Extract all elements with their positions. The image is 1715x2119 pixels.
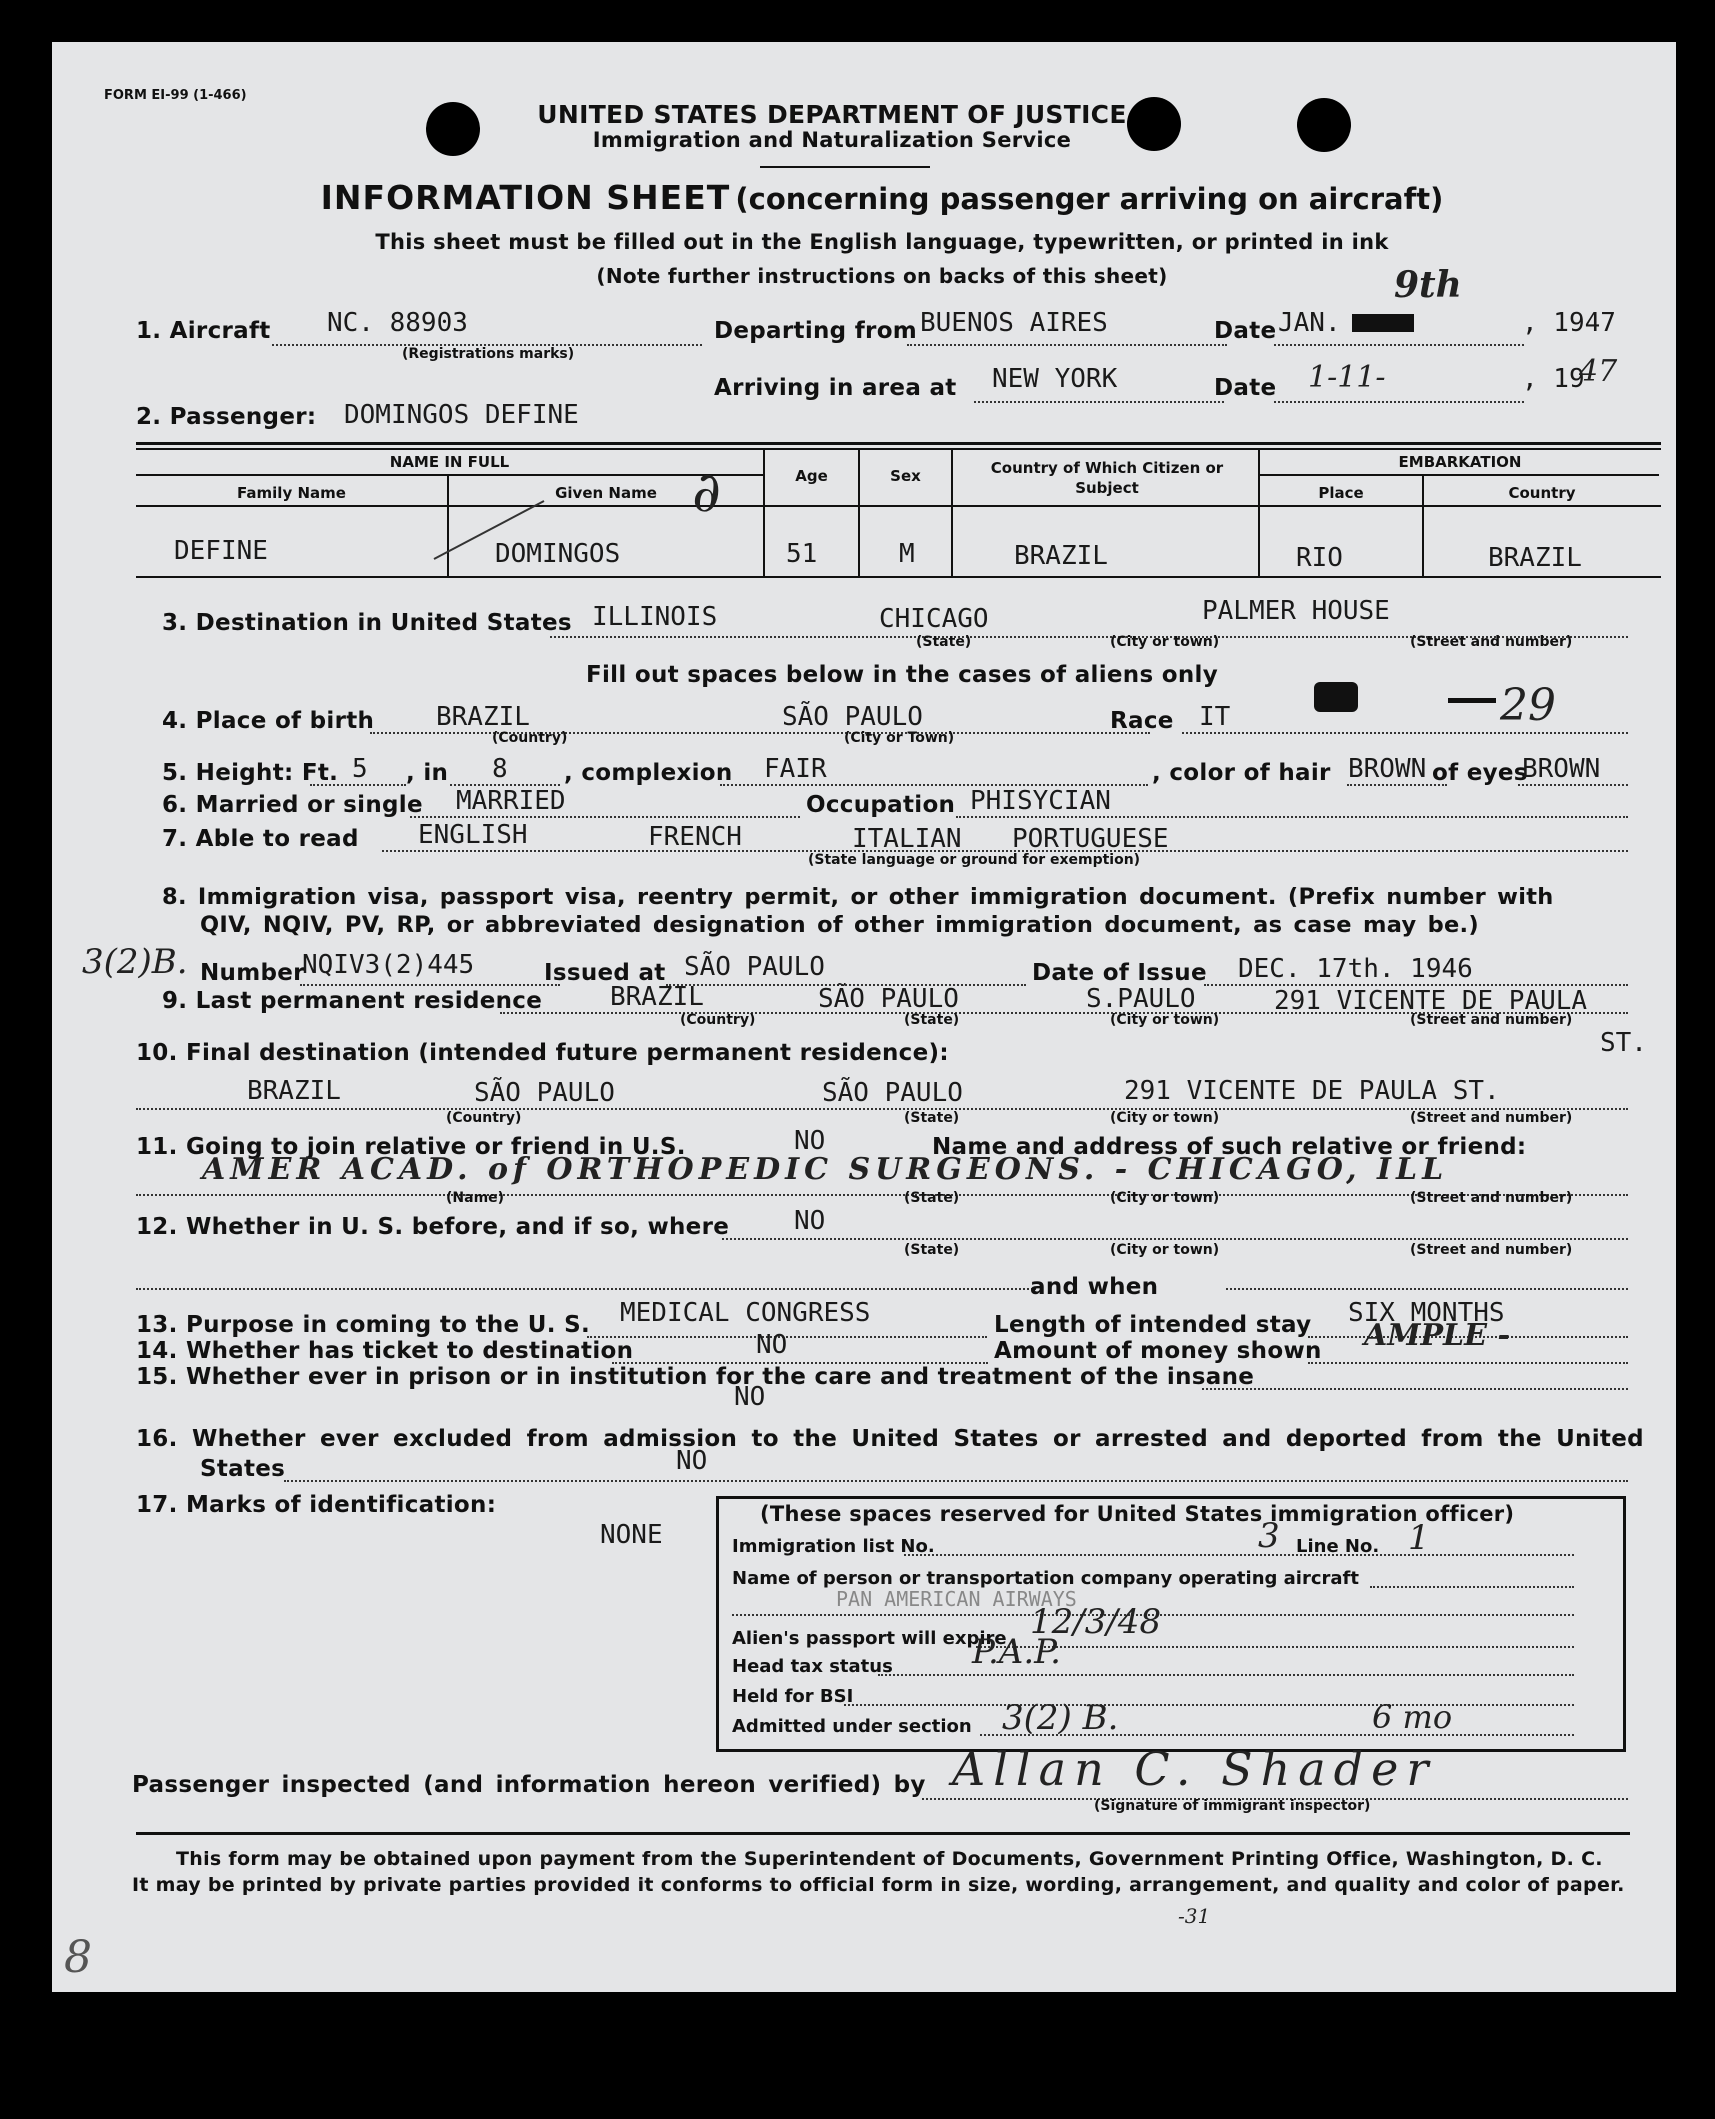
height-inches: 8 [492,754,508,784]
passenger-label: 2. Passenger: [136,404,317,430]
prison-value: NO [734,1382,766,1412]
arriving-line [974,401,1224,403]
occupation-line [956,816,1628,818]
occupation-label: Occupation [806,792,956,818]
punch-hole-right [1297,98,1351,152]
occupation-value: PHISYCIAN [970,786,1111,816]
instruction-english: This sheet must be filled out in the English language, typewritten, or printed in ink [375,230,1389,254]
eyes-value: BROWN [1522,754,1601,784]
head-tax-label: Head tax status [732,1656,893,1677]
birthplace-line [370,732,1150,734]
final-city-caption: (City or town) [1110,1110,1220,1126]
departing-date-line [1274,344,1524,346]
residence-label: 9. Last permanent residence [162,988,543,1014]
visa-number-line [300,984,560,986]
arriving-date-label: Date [1214,375,1277,401]
departing-date-redacted [1352,314,1414,332]
department-title: UNITED STATES DEPARTMENT OF JUSTICE [537,100,1127,129]
name-subheader-rule [136,474,763,476]
visa-number-label: Number [200,960,305,986]
destination-label: 3. Destination in United States [162,610,572,636]
ticket-value: NO [756,1330,788,1360]
excluded-line [284,1480,1628,1482]
sex-header: Sex [890,467,921,485]
residence-city-caption: (City or town) [1110,1012,1220,1028]
footer-rule [136,1832,1630,1835]
form-number: FORM EI-99 (1-466) [104,88,247,103]
residence-country-caption: (Country) [680,1012,756,1028]
given-name-header: Given Name [555,484,657,502]
relative-name-caption: (Name) [446,1190,505,1206]
destination-street: PALMER HOUSE [1202,596,1390,626]
row-family-name: DEFINE [174,536,268,566]
destination-state: ILLINOIS [592,602,718,632]
signature-caption: (Signature of immigrant inspector) [1094,1798,1371,1814]
marital-line [410,816,800,818]
embark-subheader-rule [1259,474,1659,476]
inspected-label: Passenger inspected (and information hereon verified) by [132,1772,926,1798]
table-header-rule [136,505,1661,507]
previous-visit-label: 12. Whether in U. S. before, and if so, where [136,1214,730,1240]
destination-state-caption: (State) [916,634,972,650]
row-embark-place: RIO [1296,543,1343,573]
birthplace-country-caption: (Country) [492,730,568,746]
previous-place-line [136,1288,1036,1290]
eyes-line [1518,784,1628,786]
stay-label: Length of intended stay [994,1312,1312,1338]
relative-state-caption: (State) [904,1190,960,1206]
aliens-only-note: Fill out spaces below in the cases of aliens only [585,662,1219,688]
visa-issued-label: Issued at [544,960,666,986]
residence-street-caption: (Street and number) [1410,1012,1573,1028]
age-header: Age [795,467,828,485]
previous-street-caption: (Street and number) [1410,1242,1573,1258]
race-handwritten: 29 [1500,680,1556,731]
name-in-full-header: NAME IN FULL [389,453,510,471]
row-sex: M [899,539,915,569]
relative-address-handwritten: AMER ACAD. of ORTHOPEDIC SURGEONS. - CHICAGO, ILL [202,1152,1449,1187]
footer-line-1: This form may be obtained upon payment from the Superintendent of Documents, Government Printing Office, Washington, D. C. [176,1848,1603,1870]
hair-value: BROWN [1348,754,1427,784]
arriving-year-prefix: , 19 [1522,364,1585,394]
passport-expire-label: Alien's passport will expire [732,1628,1007,1649]
read-language-2: FRENCH [648,822,742,852]
arriving-date-line [1274,401,1524,403]
departing-year: , 1947 [1522,308,1616,338]
birthplace-city-caption: (City or Town) [844,730,955,746]
destination-city: CHICAGO [879,604,989,634]
citizen-header: Country of Which Citizen or Subject [990,459,1224,497]
race-strike [1448,698,1496,703]
sheet-title [222,178,1542,217]
aircraft-value: NC. 88903 [327,308,468,338]
complexion-label: , complexion [564,760,733,786]
previous-visit-line [722,1238,1628,1240]
embark-place-header: Place [1318,484,1364,502]
table-top-rule [136,442,1661,445]
excluded-label-1: 16. Whether ever excluded from admission to the United States or arrested and deported from the United [136,1426,1644,1452]
embarkation-header: EMBARKATION [1398,453,1522,471]
arriving-date-handwritten: 1-11- [1308,360,1386,395]
row-age: 51 [786,539,818,569]
head-tax-line [878,1674,1574,1676]
form-sheet [52,42,1676,1992]
admitted-handwritten: 3(2) B. [1002,1698,1119,1738]
passenger-value: DOMINGOS DEFINE [344,400,579,430]
line-no-handwritten: 1 [1408,1518,1430,1558]
final-country: BRAZIL [247,1076,341,1106]
company-value: PAN AMERICAN AIRWAYS [836,1587,1077,1611]
birthplace-country: BRAZIL [436,702,530,732]
row-citizen: BRAZIL [1014,541,1108,571]
family-name-header: Family Name [237,484,346,502]
height-ft-line [310,784,406,786]
departing-line [907,344,1227,346]
table-handwritten-mark: ∂ [692,460,721,525]
residence-state-caption: (State) [904,1012,960,1028]
height-in-label: , in [406,760,449,786]
row-embark-country: BRAZIL [1488,543,1582,573]
complexion-value: FAIR [764,754,827,784]
visa-instruction-1: 8. Immigration visa, passport visa, reentry permit, or other immigration document. (Prefix number with [162,884,1554,910]
join-relative-label: 11. Going to join relative or friend in U.S. [136,1134,686,1160]
read-language-1: ENGLISH [418,820,528,850]
birthplace-label: 4. Place of birth [162,708,375,734]
height-ft: 5 [352,754,368,784]
residence-street-cont: ST. [1600,1028,1647,1058]
previous-state-caption: (State) [904,1242,960,1258]
stay-value: SIX MONTHS [1348,1298,1505,1328]
arriving-year-handwritten: 47 [1579,354,1618,389]
passport-expire-handwritten: 12/3/48 [1030,1602,1162,1642]
visa-margin-handwritten: 3(2)B. [82,942,188,982]
arriving-value: NEW YORK [992,364,1118,394]
visa-instruction-2: QIV, NQIV, PV, RP, or abbreviated designation of other immigration document, as case may be.) [200,912,1479,938]
join-relative-value: NO [794,1126,826,1156]
excluded-label-2: States [200,1456,286,1482]
visa-issue-date: DEC. 17th. 1946 [1238,954,1473,984]
instruction-note: (Note further instructions on backs of this sheet) [596,264,1168,288]
immigration-list-label: Immigration list No. [732,1536,935,1557]
birthplace-city: SÃO PAULO [782,702,923,732]
and-when-label: and when [1030,1274,1159,1300]
race-value: IT [1199,702,1231,732]
embark-country-header: Country [1508,484,1576,502]
immigration-list-line [904,1554,1574,1556]
departing-label: Departing from [714,318,918,344]
race-redacted-1 [1314,682,1358,712]
visa-date-label: Date of Issue [1032,960,1207,986]
purpose-label: 13. Purpose in coming to the U. S. [136,1312,590,1338]
money-handwritten: AMPLE - [1364,1318,1510,1353]
previous-visit-value: NO [794,1206,826,1236]
final-country-caption: (Country) [446,1110,522,1126]
final-city: SÃO PAULO [822,1078,963,1108]
arriving-label: Arriving in area at [714,375,957,401]
service-title: Immigration and Naturalization Service [592,128,1072,152]
prison-label: 15. Whether ever in prison or in institution for the care and treatment of the insane [136,1364,1255,1390]
line-no-label: Line No. [1296,1536,1380,1557]
final-state: SÃO PAULO [474,1078,615,1108]
read-language-4: PORTUGUESE [1012,824,1169,854]
read-label: 7. Able to read [162,826,359,852]
footer-stamp-handwritten: -31 [1178,1904,1211,1928]
race-line [1182,732,1628,734]
sheet-title-rest: (concerning passenger arriving on aircraft) [735,182,1444,216]
residence-country: BRAZIL [610,982,704,1012]
residence-state: SÃO PAULO [818,984,959,1014]
company-line-1 [1370,1586,1574,1588]
registration-caption: (Registrations marks) [402,346,575,362]
table-top-rule-2 [136,448,1661,450]
officer-box-title: (These spaces reserved for United States immigration officer) [760,1502,1515,1526]
ticket-label: 14. Whether has ticket to destination [136,1338,634,1364]
visa-issued-at: SÃO PAULO [684,952,825,982]
head-tax-handwritten: P.A.P. [972,1632,1061,1672]
marital-label: 6. Married or single [162,792,423,818]
row-given-name: DOMINGOS [495,539,621,569]
final-state-caption: (State) [904,1110,960,1126]
visa-number: NQIV3(2)445 [302,950,475,980]
passport-expire-line [976,1646,1574,1648]
relative-city-caption: (City or town) [1110,1190,1220,1206]
destination-street-caption: (Street and number) [1410,634,1573,650]
hair-label: , color of hair [1152,760,1331,786]
purpose-value: MEDICAL CONGRESS [620,1298,871,1328]
prison-line [1202,1388,1628,1390]
held-bsi-label: Held for BSI [732,1686,854,1707]
money-label: Amount of money shown [994,1338,1322,1364]
residence-city: S.PAULO [1086,984,1196,1014]
inspector-signature: Allan C. Shader [952,1742,1437,1796]
footer-line-2: It may be printed by private parties provided it conforms to official form in size, wording, arrangement, and quality and color of paper. [132,1874,1625,1896]
final-street-caption: (Street and number) [1410,1110,1573,1126]
read-caption: (State language or ground for exemption) [808,852,1141,868]
departing-value: BUENOS AIRES [920,308,1108,338]
money-line [1308,1362,1628,1364]
previous-city-caption: (City or town) [1110,1242,1220,1258]
officer-box [716,1496,1626,1752]
header-divider [760,166,930,168]
residence-street: 291 VICENTE DE PAULA [1274,986,1588,1016]
relative-address-line [136,1194,1628,1196]
marks-label: 17. Marks of identification: [136,1492,497,1518]
final-destination-line [136,1108,1628,1110]
departing-date-label: Date [1214,318,1277,344]
page-number-handwritten: 8 [64,1932,92,1983]
departing-day-handwritten: 9th [1394,264,1462,306]
admitted-period-handwritten: 6 mo [1372,1698,1453,1736]
col-divider-4 [951,450,953,576]
marital-value: MARRIED [456,786,566,816]
marks-value: NONE [600,1520,663,1550]
relative-street-caption: (Street and number) [1410,1190,1573,1206]
admitted-label: Admitted under section [732,1716,972,1737]
relative-address-label: Name and address of such relative or friend: [932,1134,1527,1160]
table-bottom-rule [136,576,1661,578]
final-street: 291 VICENTE DE PAULA ST. [1124,1076,1500,1106]
company-label: Name of person or transportation company operating aircraft [732,1568,1359,1589]
immigration-list-handwritten: 3 [1258,1516,1280,1556]
read-language-3: ITALIAN [852,824,962,854]
sheet-title-bold: INFORMATION SHEET [320,178,731,217]
when-line [1226,1288,1628,1290]
held-bsi-line [844,1704,1574,1706]
eyes-label: of eyes [1432,760,1528,786]
departing-date-month: JAN. [1278,308,1341,338]
excluded-value: NO [676,1446,708,1476]
aircraft-label: 1. Aircraft [136,318,271,344]
final-destination-label: 10. Final destination (intended future permanent residence): [136,1040,949,1066]
destination-city-caption: (City or town) [1110,634,1220,650]
height-label: 5. Height: Ft. [162,760,339,786]
race-label: Race [1110,708,1174,734]
